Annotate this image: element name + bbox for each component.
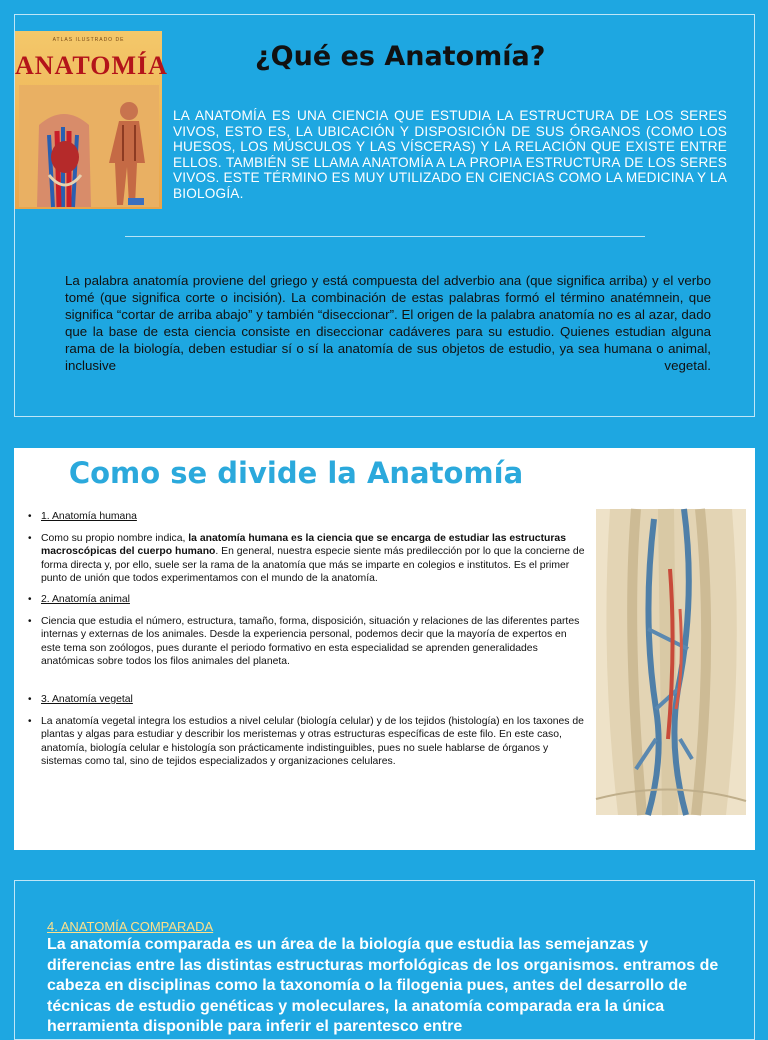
bullet: • xyxy=(28,694,32,706)
list-item-text xyxy=(28,615,588,668)
etymology-paragraph: La palabra anatomía proviene del griego y está compuesta del adverbio ana (que significa arriba) y el verbo tomé (que significa corte o incisión). La combinación de estas palabras formó el término anatémnein, que significa “cortar de arriba abajo” y también “diseccionar”. El origen de la palabra anatomía no es al azar, dado que la base de esta ciencia consiste en diseccionar cadáveres para su estudio. Quienes estudian alguna rama de la biología, deben estudiar sí o sí la anatomía de sus objetos de estudio, ya sea humana o animal, inclusive vegetal. xyxy=(65,273,711,373)
list-item-heading xyxy=(28,593,588,606)
slide-anatomy-divisions xyxy=(14,448,755,850)
bullet: • xyxy=(28,594,32,606)
leg-veins-illustration-icon xyxy=(596,509,746,815)
heading-plant: 3. Anatomía vegetal xyxy=(41,694,133,706)
bullet: • xyxy=(28,616,32,628)
intro-paragraph: LA ANATOMÍA ES UNA CIENCIA QUE ESTUDIA LA ESTRUCTURA DE LOS SERES VIVOS, ESTO ES, LA UBICACIÓN Y DISPOSICIÓN DE SUS ÓRGANOS (COMO LOS HUESOS, LOS MÚSCULOS Y LAS VÍSCERAS) Y LA RELACIÓN QUE EXISTE ENTRE ELLOS. TAMBIÉN SE LLAMA ANATOMÍA A LA PROPIA ESTRUCTURA DE LOS SERES VIVOS. ESTE TÉRMINO ES MUY UTILIZADO EN CIENCIAS COMO LA MEDICINA Y LA BIOLOGÍA. xyxy=(173,108,727,201)
list-item-heading xyxy=(28,510,588,523)
list-item-text xyxy=(28,532,588,585)
list-item-heading xyxy=(28,693,588,706)
slide-comparative-anatomy xyxy=(14,880,755,1040)
list-item-text xyxy=(28,715,588,768)
heading-human: 1. Anatomía humana xyxy=(41,511,137,522)
heading-animal: 2. Anatomía animal xyxy=(41,594,130,606)
bullet: • xyxy=(28,511,32,522)
comparative-heading: 4. ANATOMÍA COMPARADA xyxy=(47,919,214,934)
human-text-bold: la anatomía humana es la ciencia que se encarga de estudiar las estructuras macroscópicas del cuerpo humano xyxy=(41,533,566,558)
anatomy-illustration-icon xyxy=(19,85,159,207)
plant-text: La anatomía vegetal integra los estudios a nivel celular (biología celular) y de los tejidos (histología) en los taxones de plantas y algas para estudiar y describir los meristemas y otras estructuras específicas de este filo. En este caso, anatomía, biología celular e histología son prácticamente indistinguibles, pues no suele hablarse de órganos y sistemas como tal, sino de tejidos especializados y organizaciones celulares. xyxy=(41,716,584,767)
cover-series-text: ATLAS ILUSTRADO DE xyxy=(52,37,125,43)
human-text-a: Como su propio nombre indica, xyxy=(41,533,189,545)
human-text-c: . En general, nuestra especie siente más predilección por lo que la concierne de forma directa y, por ello, suele ser la rama de la anatomía que más se imparte en colegios e institutos. Es el primer punto de unión que todos experimentamos con el mundo de la anatomía. xyxy=(41,546,585,584)
bullet: • xyxy=(28,716,32,728)
divisions-title: Como se divide la Anatomía xyxy=(68,456,524,490)
cover-title: ANATOMÍA xyxy=(15,51,168,80)
leg-anatomy-image xyxy=(596,509,746,815)
divider xyxy=(125,236,645,237)
slide-what-is-anatomy xyxy=(14,14,755,417)
page-title: ¿Qué es Anatomía? xyxy=(255,41,546,72)
publisher-logo xyxy=(128,198,144,205)
divisions-list xyxy=(28,510,588,776)
comparative-text: La anatomía comparada es un área de la biología que estudia las semejanzas y diferencias entre las distintas estructuras morfológicas de los organismos. entramos de cabeza en disciplinas como la taxonomía o la filogenia pues, antes del desarrollo de técnicas de estudio genéticas y moleculares, la anatomía comparada era la única herramienta disponible para inferir el parentesco entre xyxy=(47,936,719,1035)
animal-text: Ciencia que estudia el número, estructura, tamaño, forma, disposición, situación y relaciones de las diferentes partes internas y externas de los animales. Desde la experiencia personal, podemos decir que la mayoría de expertos en este tema son zoólogos, pues durante el periodo formativo en esta especialidad se aprenden generalidades anatómicas sobre todos los filos animales del planeta. xyxy=(41,616,580,667)
bullet: • xyxy=(28,533,32,545)
book-cover xyxy=(15,31,168,209)
